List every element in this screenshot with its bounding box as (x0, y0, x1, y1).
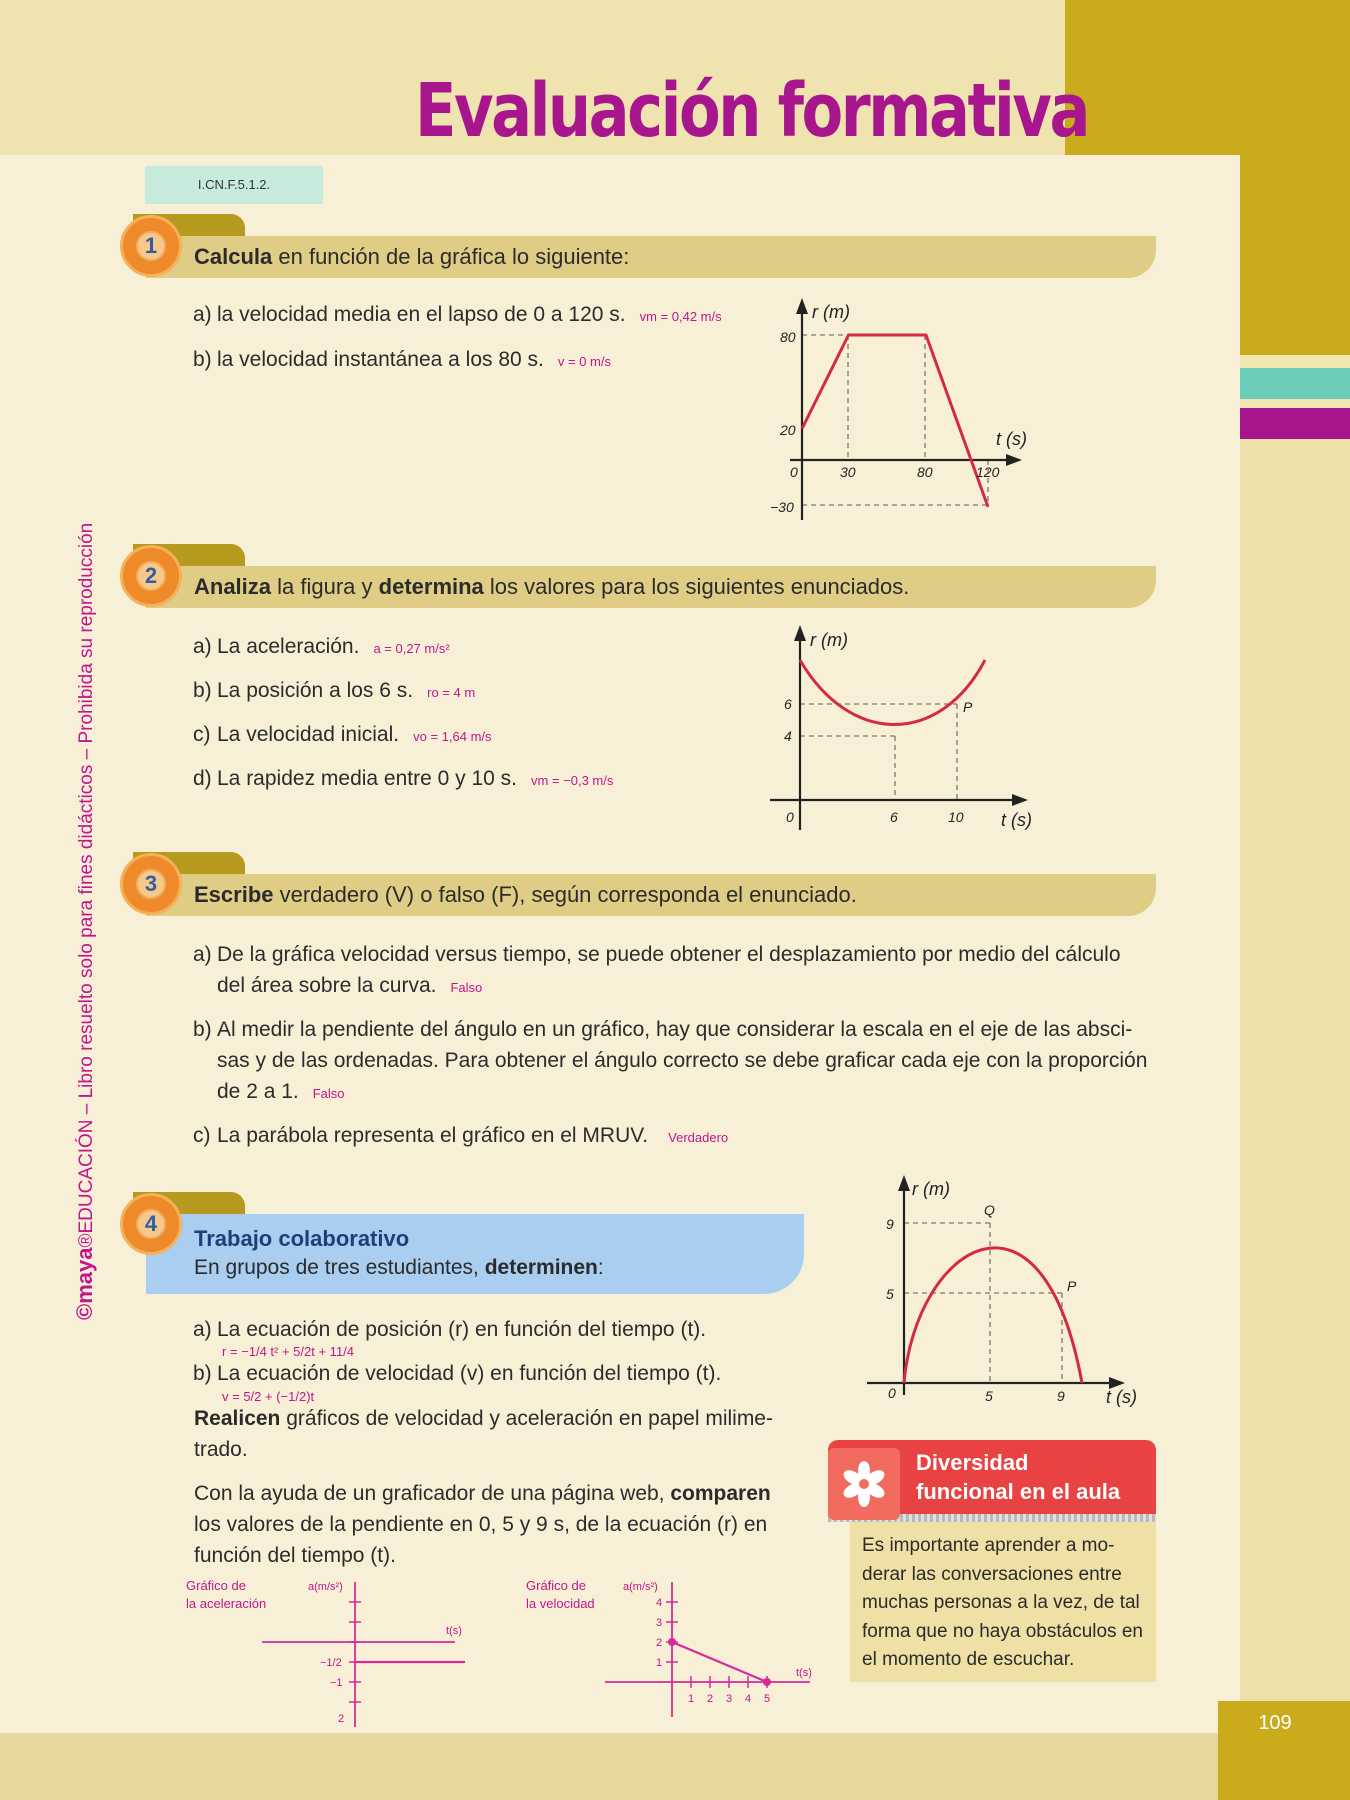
point-label: P (963, 699, 973, 715)
section-number: 1 (136, 231, 166, 261)
x-tick-label: 3 (726, 1693, 733, 1705)
task-4-paragraph-2 (194, 1478, 814, 1571)
copyright-text: ®EDUCACIÓN – Libro resuelto solo para fines didácticos – Prohibida su reproducción (76, 522, 97, 1248)
chart-title-line: Gráfico de (186, 1578, 246, 1593)
question-2c (193, 723, 492, 747)
x-axis-label: t (s) (996, 429, 1027, 449)
data-point (763, 1678, 771, 1686)
instruction-verb: Calcula (194, 244, 273, 269)
y-axis-label: r (m) (912, 1179, 950, 1199)
answer: v = 0 m/s (557, 354, 611, 369)
point-label: Q (984, 1202, 995, 1218)
item-text: La posición a los 6 s. (217, 679, 414, 702)
paragraph-verb: comparen (670, 1482, 771, 1505)
statement-3c (193, 1124, 728, 1148)
instruction-verb: Analiza (194, 574, 272, 599)
text-line: forma que no haya obstáculos en (862, 1620, 1143, 1642)
chart-title-line: Gráfico de (526, 1578, 586, 1593)
chart-acceleration (180, 1572, 480, 1732)
item-text: del área sobre la curva. (217, 974, 437, 997)
right-strip (1240, 155, 1350, 355)
answer: Falso (312, 1086, 345, 1101)
page-title: Evaluación formativa (415, 68, 1088, 154)
paragraph-text: los valores de la pendiente en 0, 5 y 9 s, de la ecuación (r) en (194, 1513, 768, 1536)
item-text: La rapidez media entre 0 y 10 s. (217, 767, 518, 790)
collaborative-subtitle (194, 1256, 804, 1280)
collaborative-title: Trabajo colaborativo (194, 1226, 410, 1251)
corner-decoration (1065, 0, 1350, 155)
x-tick-label: 1 (688, 1693, 695, 1705)
y-tick-label: −1/2 (320, 1657, 342, 1669)
item-label: b) (193, 679, 212, 702)
item-text: de 2 a 1. (217, 1080, 299, 1103)
text-line: el momento de escuchar. (862, 1649, 1075, 1670)
y-tick-label: 6 (784, 696, 792, 712)
section-3-instruction (146, 874, 1156, 916)
item-label: d) (193, 767, 212, 790)
x-tick-label: 9 (1057, 1388, 1065, 1404)
question-1a (193, 303, 722, 327)
item-label: a) (193, 303, 212, 326)
section-number: 3 (136, 869, 166, 899)
velocity-series-line (672, 1642, 767, 1682)
item-text: la velocidad instantánea a los 80 s. (217, 348, 544, 371)
y-tick-label: −30 (770, 499, 794, 515)
x-axis-label: t(s) (446, 1625, 462, 1637)
answer: ro = 4 m (427, 685, 476, 700)
x-axis-label: t (s) (1106, 1387, 1137, 1407)
brand-name: ©maya (72, 1247, 97, 1320)
chart-velocity (520, 1572, 820, 1732)
x-tick-label: 120 (976, 464, 1000, 480)
paragraph-text: trado. (194, 1438, 248, 1461)
x-tick-label: 30 (840, 464, 856, 480)
teal-tab (1240, 368, 1350, 399)
y-tick-label: 9 (886, 1216, 894, 1232)
y-axis-label: r (m) (812, 302, 850, 322)
item-text: La ecuación de velocidad (v) en función del tiempo (t). (217, 1362, 722, 1385)
statement-3b (193, 1014, 1163, 1109)
paragraph-verb: Realicen (194, 1407, 281, 1430)
task-4b (193, 1362, 721, 1386)
instruction-text: la figura y (271, 574, 379, 599)
x-tick-label: 80 (917, 464, 933, 480)
answer: a = 0,27 m/s² (373, 641, 450, 656)
x-tick-label: 5 (985, 1388, 993, 1404)
answer: Falso (450, 980, 483, 995)
chart-title-line: la aceleración (186, 1596, 267, 1611)
section-2-instruction (146, 566, 1156, 608)
y-tick-label: −1 (330, 1677, 343, 1689)
x-tick-label: 0 (888, 1385, 896, 1401)
instruction-text: en función de la gráfica lo siguiente: (272, 244, 630, 269)
item-text: sas y de las ordenadas. Para obtener el ángulo correcto se debe graficar cada eje con la proporción (217, 1049, 1148, 1072)
task-4-paragraph-1 (194, 1403, 814, 1465)
instruction-text: los valores para los siguientes enunciados. (483, 574, 910, 599)
statement-3a (193, 939, 1163, 1003)
magenta-tab (1240, 408, 1350, 439)
item-label: a) (193, 1318, 212, 1341)
indicator-code: I.CN.F.5.1.2. (145, 166, 323, 204)
text-line: Es importante aprender a mo- (862, 1535, 1115, 1556)
section-4-number-badge (120, 1193, 182, 1255)
y-axis-label: a(m/s²) (308, 1581, 343, 1593)
answer: Verdadero (668, 1130, 729, 1145)
footer-band (0, 1733, 1350, 1800)
answer: vo = 1,64 m/s (413, 729, 492, 744)
section-1-number-badge (120, 215, 182, 277)
section-2-number-badge (120, 545, 182, 607)
instruction-verb: determina (378, 574, 484, 599)
answer: vm = −0,3 m/s (531, 773, 614, 788)
item-label: b) (193, 348, 212, 371)
item-text: La aceleración. (217, 635, 360, 658)
y-tick-label: 4 (784, 728, 792, 744)
collaborative-work-header (146, 1214, 804, 1294)
copyright-sidebar (72, 523, 98, 1320)
y-tick-label: 2 (338, 1713, 345, 1725)
paragraph-text: función del tiempo (t). (194, 1544, 396, 1567)
question-1b (193, 348, 611, 372)
y-tick-label: 1 (656, 1657, 663, 1669)
y-axis-label: r (m) (810, 630, 848, 650)
item-label: b) (193, 1362, 212, 1385)
section-1-instruction (146, 236, 1156, 278)
item-text: la velocidad media en el lapso de 0 a 120 s. (217, 303, 626, 326)
x-tick-label: 10 (948, 809, 964, 825)
chart-2-parabola (760, 620, 1050, 835)
point-label: P (1067, 1278, 1077, 1294)
chart-1-position-time (760, 290, 1040, 530)
subtitle-verb: determinen (484, 1256, 598, 1279)
subtitle-text: En grupos de tres estudiantes, (194, 1256, 485, 1279)
item-label: c) (193, 1124, 211, 1147)
y-tick-label: 20 (780, 422, 796, 438)
paragraph-text: Con la ayuda de un graficador de una página web, (194, 1482, 671, 1505)
item-label: a) (193, 635, 212, 658)
data-point (668, 1638, 676, 1646)
section-3-number-badge (120, 853, 182, 915)
x-tick-label: 4 (745, 1693, 752, 1705)
item-label: a) (193, 943, 212, 966)
position-series-line (802, 335, 988, 507)
item-label: c) (193, 723, 211, 746)
parabola-curve (904, 1248, 1082, 1383)
question-2b (193, 679, 475, 703)
item-text: La parábola representa el gráfico en el MRUV. (217, 1124, 649, 1147)
y-tick-label: 80 (780, 329, 796, 345)
page-number: 109 (1258, 1712, 1292, 1734)
x-axis-label: t(s) (796, 1667, 812, 1679)
y-tick-label: 5 (886, 1286, 894, 1302)
item-text: Al medir la pendiente del ángulo en un gráfico, hay que considerar la escala en el eje de las absci- (217, 1018, 1133, 1041)
title-line: funcional en el aula (916, 1479, 1121, 1504)
text-line: derar las conversaciones entre (862, 1563, 1122, 1585)
paragraph-text: gráficos de velocidad y aceleración en papel milime- (280, 1407, 773, 1430)
chart-3-parabola (862, 1165, 1162, 1415)
instruction-text: verdadero (V) o falso (F), según corresponda el enunciado. (273, 882, 857, 907)
task-4a (193, 1318, 706, 1342)
x-tick-label: 0 (786, 809, 794, 825)
section-number: 2 (136, 561, 166, 591)
right-margin (1240, 439, 1350, 1701)
item-text: La ecuación de posición (r) en función del tiempo (t). (217, 1318, 707, 1341)
x-tick-label: 0 (790, 464, 798, 480)
x-axis-label: t (s) (1001, 810, 1032, 830)
flower-icon (828, 1448, 900, 1520)
subtitle-end: : (597, 1256, 604, 1279)
y-tick-label: 4 (656, 1597, 663, 1609)
x-tick-label: 2 (707, 1693, 714, 1705)
y-axis-label: a(m/s²) (623, 1581, 658, 1593)
question-2a (193, 635, 450, 659)
question-2d (193, 767, 613, 791)
diversity-box-text (862, 1532, 1152, 1675)
instruction-verb: Escribe (194, 882, 274, 907)
section-number: 4 (136, 1209, 166, 1239)
diversity-box-title (916, 1448, 1120, 1506)
item-label: b) (193, 1018, 212, 1041)
x-tick-label: 5 (764, 1693, 771, 1705)
answer-4b: v = 5/2 + (−1/2)t (222, 1389, 315, 1404)
text-line: muchas personas a la vez, de tal (862, 1592, 1140, 1613)
chart-title-line: la velocidad (526, 1596, 595, 1611)
x-tick-label: 6 (890, 809, 898, 825)
answer: vm = 0,42 m/s (639, 309, 722, 324)
title-line: Diversidad (916, 1450, 1029, 1475)
item-text: De la gráfica velocidad versus tiempo, se puede obtener el desplazamiento por medio del cálculo (217, 943, 1121, 966)
y-tick-label: 3 (656, 1617, 663, 1629)
y-tick-label: 2 (656, 1637, 663, 1649)
answer-4a: r = −1/4 t² + 5/2t + 11/4 (222, 1344, 355, 1359)
item-text: La velocidad inicial. (217, 723, 400, 746)
